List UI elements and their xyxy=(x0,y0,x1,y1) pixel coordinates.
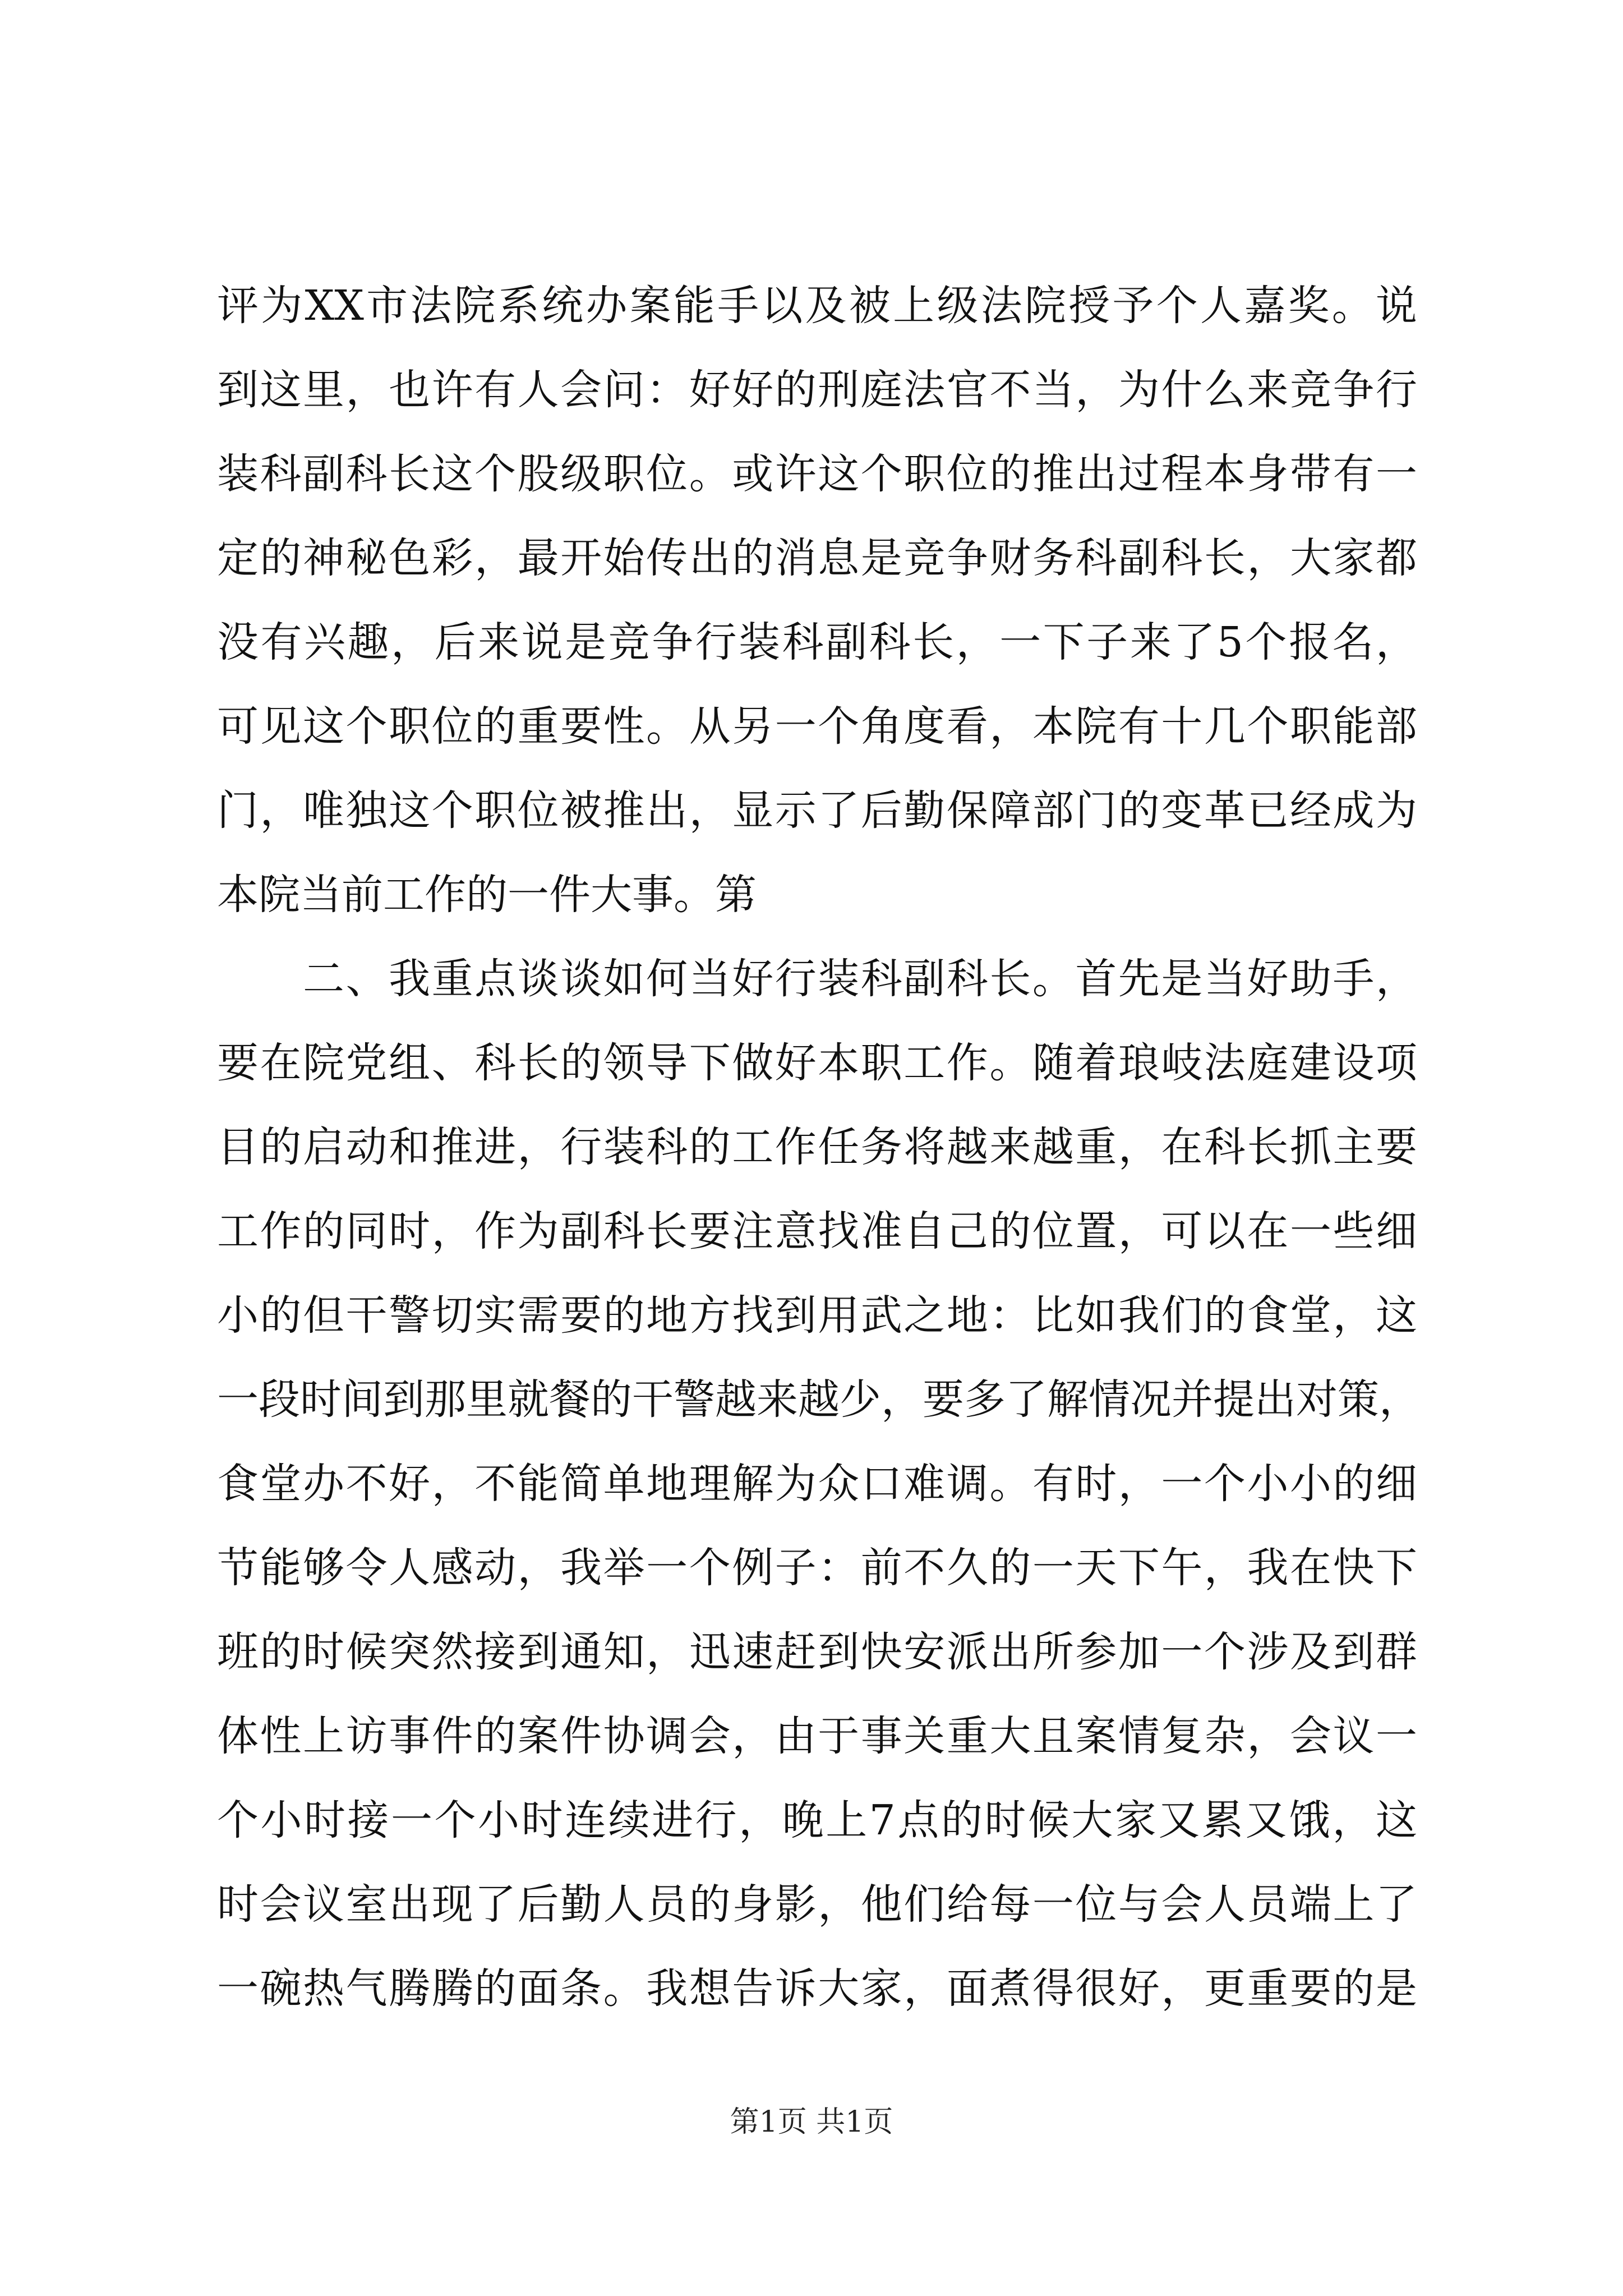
text-line: 班的时候突然接到通知，迅速赶到快安派出所参加一个涉及到群 xyxy=(217,1628,1417,1676)
text-line: 评为XX市法院系统办案能手以及被上级法院授予个人嘉奖。说 xyxy=(217,282,1417,330)
text-line: 装科副科长这个股级职位。或许这个职位的推出过程本身带有一 xyxy=(217,450,1417,498)
text-line-paragraph-end: 本院当前工作的一件大事。第 xyxy=(217,871,757,919)
text-line: 一碗热气腾腾的面条。我想告诉大家，面煮得很好，更重要的是 xyxy=(217,1964,1417,2013)
text-line: 没有兴趣，后来说是竞争行装科副科长，一下子来了5个报名， xyxy=(217,618,1417,666)
text-line: 食堂办不好，不能简单地理解为众口难调。有时，一个小小的细 xyxy=(217,1460,1417,1508)
text-line: 节能够令人感动，我举一个例子：前不久的一天下午，我在快下 xyxy=(217,1544,1417,1592)
page-footer xyxy=(0,2098,1623,2140)
text-line: 门，唯独这个职位被推出，显示了后勤保障部门的变革已经成为 xyxy=(217,786,1417,835)
text-line: 个小时接一个小时连续进行，晚上7点的时候大家又累又饿，这 xyxy=(217,1796,1417,1844)
text-line: 小的但干警切实需要的地方找到用武之地：比如我们的食堂，这 xyxy=(217,1291,1417,1340)
text-line: 可见这个职位的重要性。从另一个角度看，本院有十几个职能部 xyxy=(217,702,1417,751)
page-number-label: 第1页 共1页 xyxy=(730,2105,893,2139)
text-line: 要在院党组、科长的领导下做好本职工作。随着琅岐法庭建设项 xyxy=(217,1039,1417,1087)
text-line: 一段时间到那里就餐的干警越来越少，要多了解情况并提出对策， xyxy=(217,1375,1421,1424)
document-body xyxy=(217,264,1421,2031)
text-line: 工作的同时，作为副科长要注意找准自己的位置，可以在一些细 xyxy=(217,1207,1417,1255)
text-line-paragraph-start: 二、我重点谈谈如何当好行装科副科长。首先是当好助手， xyxy=(217,955,1417,1003)
text-line: 体性上访事件的案件协调会，由于事关重大且案情复杂，会议一 xyxy=(217,1712,1417,1760)
text-line: 定的神秘色彩，最开始传出的消息是竞争财务科副科长，大家都 xyxy=(217,534,1417,582)
text-line: 到这里，也许有人会问：好好的刑庭法官不当，为什么来竞争行 xyxy=(217,366,1417,414)
text-line: 目的启动和推进，行装科的工作任务将越来越重，在科长抓主要 xyxy=(217,1123,1417,1171)
text-line: 时会议室出现了后勤人员的身影，他们给每一位与会人员端上了 xyxy=(217,1880,1417,1929)
